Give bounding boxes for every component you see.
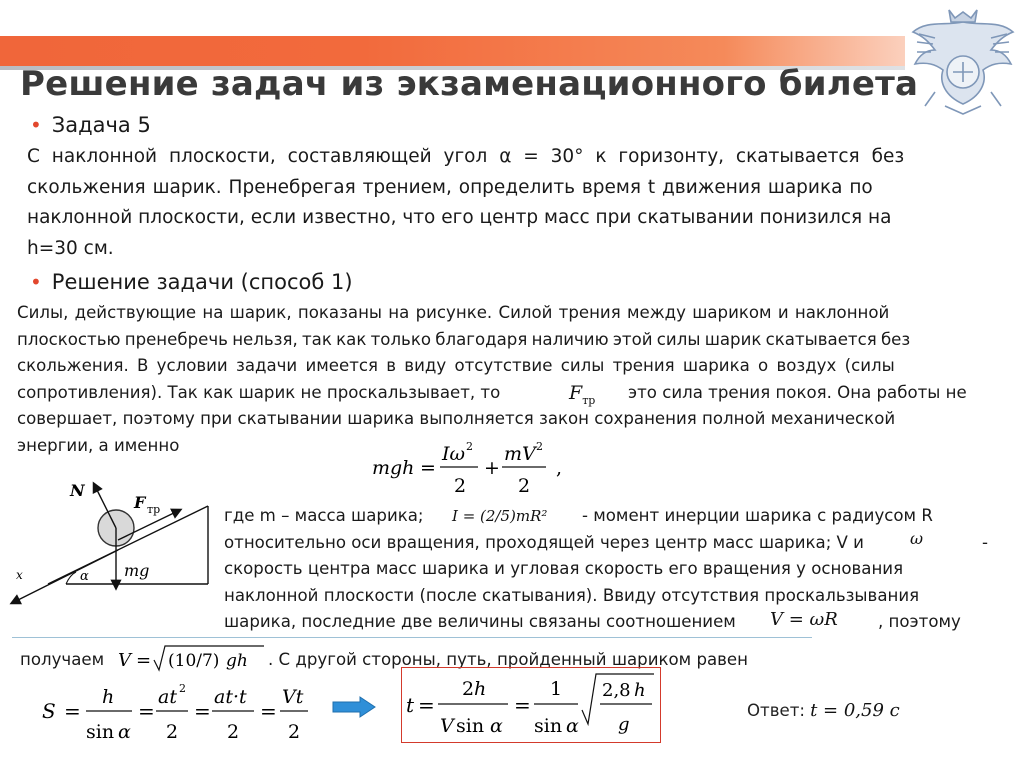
page-title: Решение задач из экзаменационного билета	[20, 64, 919, 104]
svg-text:at·t: at·t	[214, 686, 247, 708]
relation-formula: V = ωR	[770, 609, 838, 631]
svg-text:=: =	[138, 699, 155, 723]
friction-symbol: $F_{тр}$	[569, 381, 596, 407]
svg-text:2: 2	[454, 475, 467, 497]
svg-text:h: h	[634, 680, 646, 701]
svg-text:=: =	[136, 650, 152, 671]
time-formula-box	[401, 667, 661, 743]
inertia-formula: I = (2/5)mR²	[452, 507, 548, 525]
answer-value: t = 0,59 с	[810, 700, 900, 721]
svg-text:2: 2	[462, 678, 475, 700]
svg-text:g: g	[618, 714, 630, 735]
explanation-line-1	[224, 503, 990, 530]
solution-bullet-label: Решение задачи (способ 1)	[51, 270, 353, 294]
solution-bullet	[30, 270, 353, 294]
svg-text:sin: sin	[534, 715, 563, 737]
solution-line-4a: сопротивления). Так как шарик не проскальзывает, то	[17, 382, 501, 402]
task-bullet-label: Задача 5	[51, 113, 151, 137]
label-F: F	[134, 493, 146, 512]
solution-line-2: плоскостью пренебречь нельзя, так как только благодаря наличию этой силы шарик скатывается без	[17, 329, 911, 349]
velocity-formula	[116, 640, 266, 676]
svg-text:α: α	[118, 721, 131, 743]
svg-text:Iω: Iω	[442, 443, 465, 465]
svg-text:Vt: Vt	[282, 686, 304, 708]
solution-line-6: энергии, а именно	[17, 435, 180, 455]
svg-text:h: h	[474, 678, 487, 700]
svg-text:2: 2	[166, 721, 179, 743]
svg-text:2: 2	[466, 440, 473, 453]
svg-text:2: 2	[518, 475, 531, 497]
path-formula	[40, 676, 330, 750]
svg-text:sin: sin	[86, 721, 115, 743]
solution-line-4	[17, 380, 1007, 407]
svg-text:=: =	[418, 693, 435, 717]
path-intro-text: . С другой стороны, путь, пройденный шариком равен	[268, 650, 748, 669]
explanation-line-2: относительно оси вращения, проходящей через центр масс шарика; V и ω -	[224, 530, 990, 557]
header-accent-band	[0, 36, 905, 66]
svg-text:=: =	[194, 699, 211, 723]
svg-text:=: =	[420, 457, 436, 479]
svg-text:sin: sin	[456, 715, 485, 737]
svg-text:=: =	[64, 699, 81, 723]
label-alpha: α	[80, 569, 89, 584]
explanation-line-4: наклонной плоскости (после скатывания). Ввиду отсутствия проскальзывания	[224, 585, 920, 605]
right-arrow-icon	[332, 696, 376, 718]
task-line-2: скольжения шарик. Пренебрегая трением, определить время t движения шарика по	[27, 176, 873, 198]
label-F-sub: тр	[147, 503, 161, 516]
emblem-logo	[905, 2, 1021, 124]
task-text	[27, 142, 989, 264]
label-x: x	[16, 568, 23, 582]
svg-text:,: ,	[556, 457, 563, 479]
explanation-line-5: шарика, последние две величины связаны соотношением V = ωR , поэтому	[224, 609, 990, 636]
svg-text:2: 2	[179, 682, 186, 695]
inclined-plane-diagram	[8, 476, 214, 606]
svg-text:2,8: 2,8	[602, 680, 631, 701]
task-bullet	[30, 113, 151, 137]
svg-text:h: h	[102, 686, 115, 708]
svg-text:+: +	[484, 457, 500, 479]
top-bar	[0, 0, 1024, 10]
svg-text:at: at	[158, 686, 177, 708]
svg-text:α: α	[490, 715, 503, 737]
solution-line-4b: это сила трения покоя. Она работы не	[628, 382, 967, 402]
svg-text:t: t	[406, 693, 415, 717]
svg-text:2: 2	[288, 721, 301, 743]
inertia-text: - момент инерции шарика с радиусом R	[582, 506, 933, 525]
svg-text:V: V	[440, 715, 454, 737]
explanation-text	[224, 503, 990, 636]
x-axis-arrow	[12, 550, 118, 603]
answer	[747, 700, 900, 721]
explanation-line-3: скорость центра масс шарика и угловая скорость его вращения у основания	[224, 559, 904, 579]
svg-text:(10/7): (10/7)	[168, 651, 220, 671]
energy-formula	[370, 436, 600, 500]
mass-text: где m – масса шарика;	[224, 506, 424, 525]
svg-text:=: =	[260, 699, 277, 723]
bullet-dot-icon: •	[30, 270, 42, 294]
task-line-4: h=30 см.	[27, 237, 114, 259]
svg-text:mV: mV	[504, 443, 536, 465]
obtain-text: получаем	[20, 650, 105, 669]
svg-text:=: =	[514, 693, 531, 717]
svg-text:mgh: mgh	[372, 457, 415, 479]
solution-line-3: скольжения. В условии задачи имеется в виду отсутствие силы трения шарика о воздух (силы	[17, 356, 895, 376]
task-line-1: С наклонной плоскости, составляющей угол α = 30° к горизонту, скатывается без	[27, 146, 905, 167]
label-mg: mg	[124, 561, 150, 580]
svg-text:α: α	[566, 715, 579, 737]
svg-text:2: 2	[227, 721, 240, 743]
svg-text:gh: gh	[226, 651, 248, 671]
svg-text:2: 2	[536, 440, 543, 453]
omega-symbol: ω	[910, 528, 924, 548]
label-N: N	[70, 481, 85, 500]
solution-line-1: Силы, действующие на шарик, показаны на рисунке. Силой трения между шариком и наклонной	[17, 303, 890, 322]
svg-text:V: V	[118, 650, 131, 671]
answer-label: Ответ:	[747, 701, 805, 720]
svg-text:1: 1	[550, 678, 563, 700]
solution-line-5: совершает, поэтому при скатывании шарика выполняется закон сохранения полной механической	[17, 409, 896, 429]
bullet-dot-icon: •	[30, 113, 42, 137]
task-line-3: наклонной плоскости, если известно, что его центр масс при скатывании понизился на	[27, 207, 892, 228]
svg-text:S: S	[42, 699, 56, 723]
